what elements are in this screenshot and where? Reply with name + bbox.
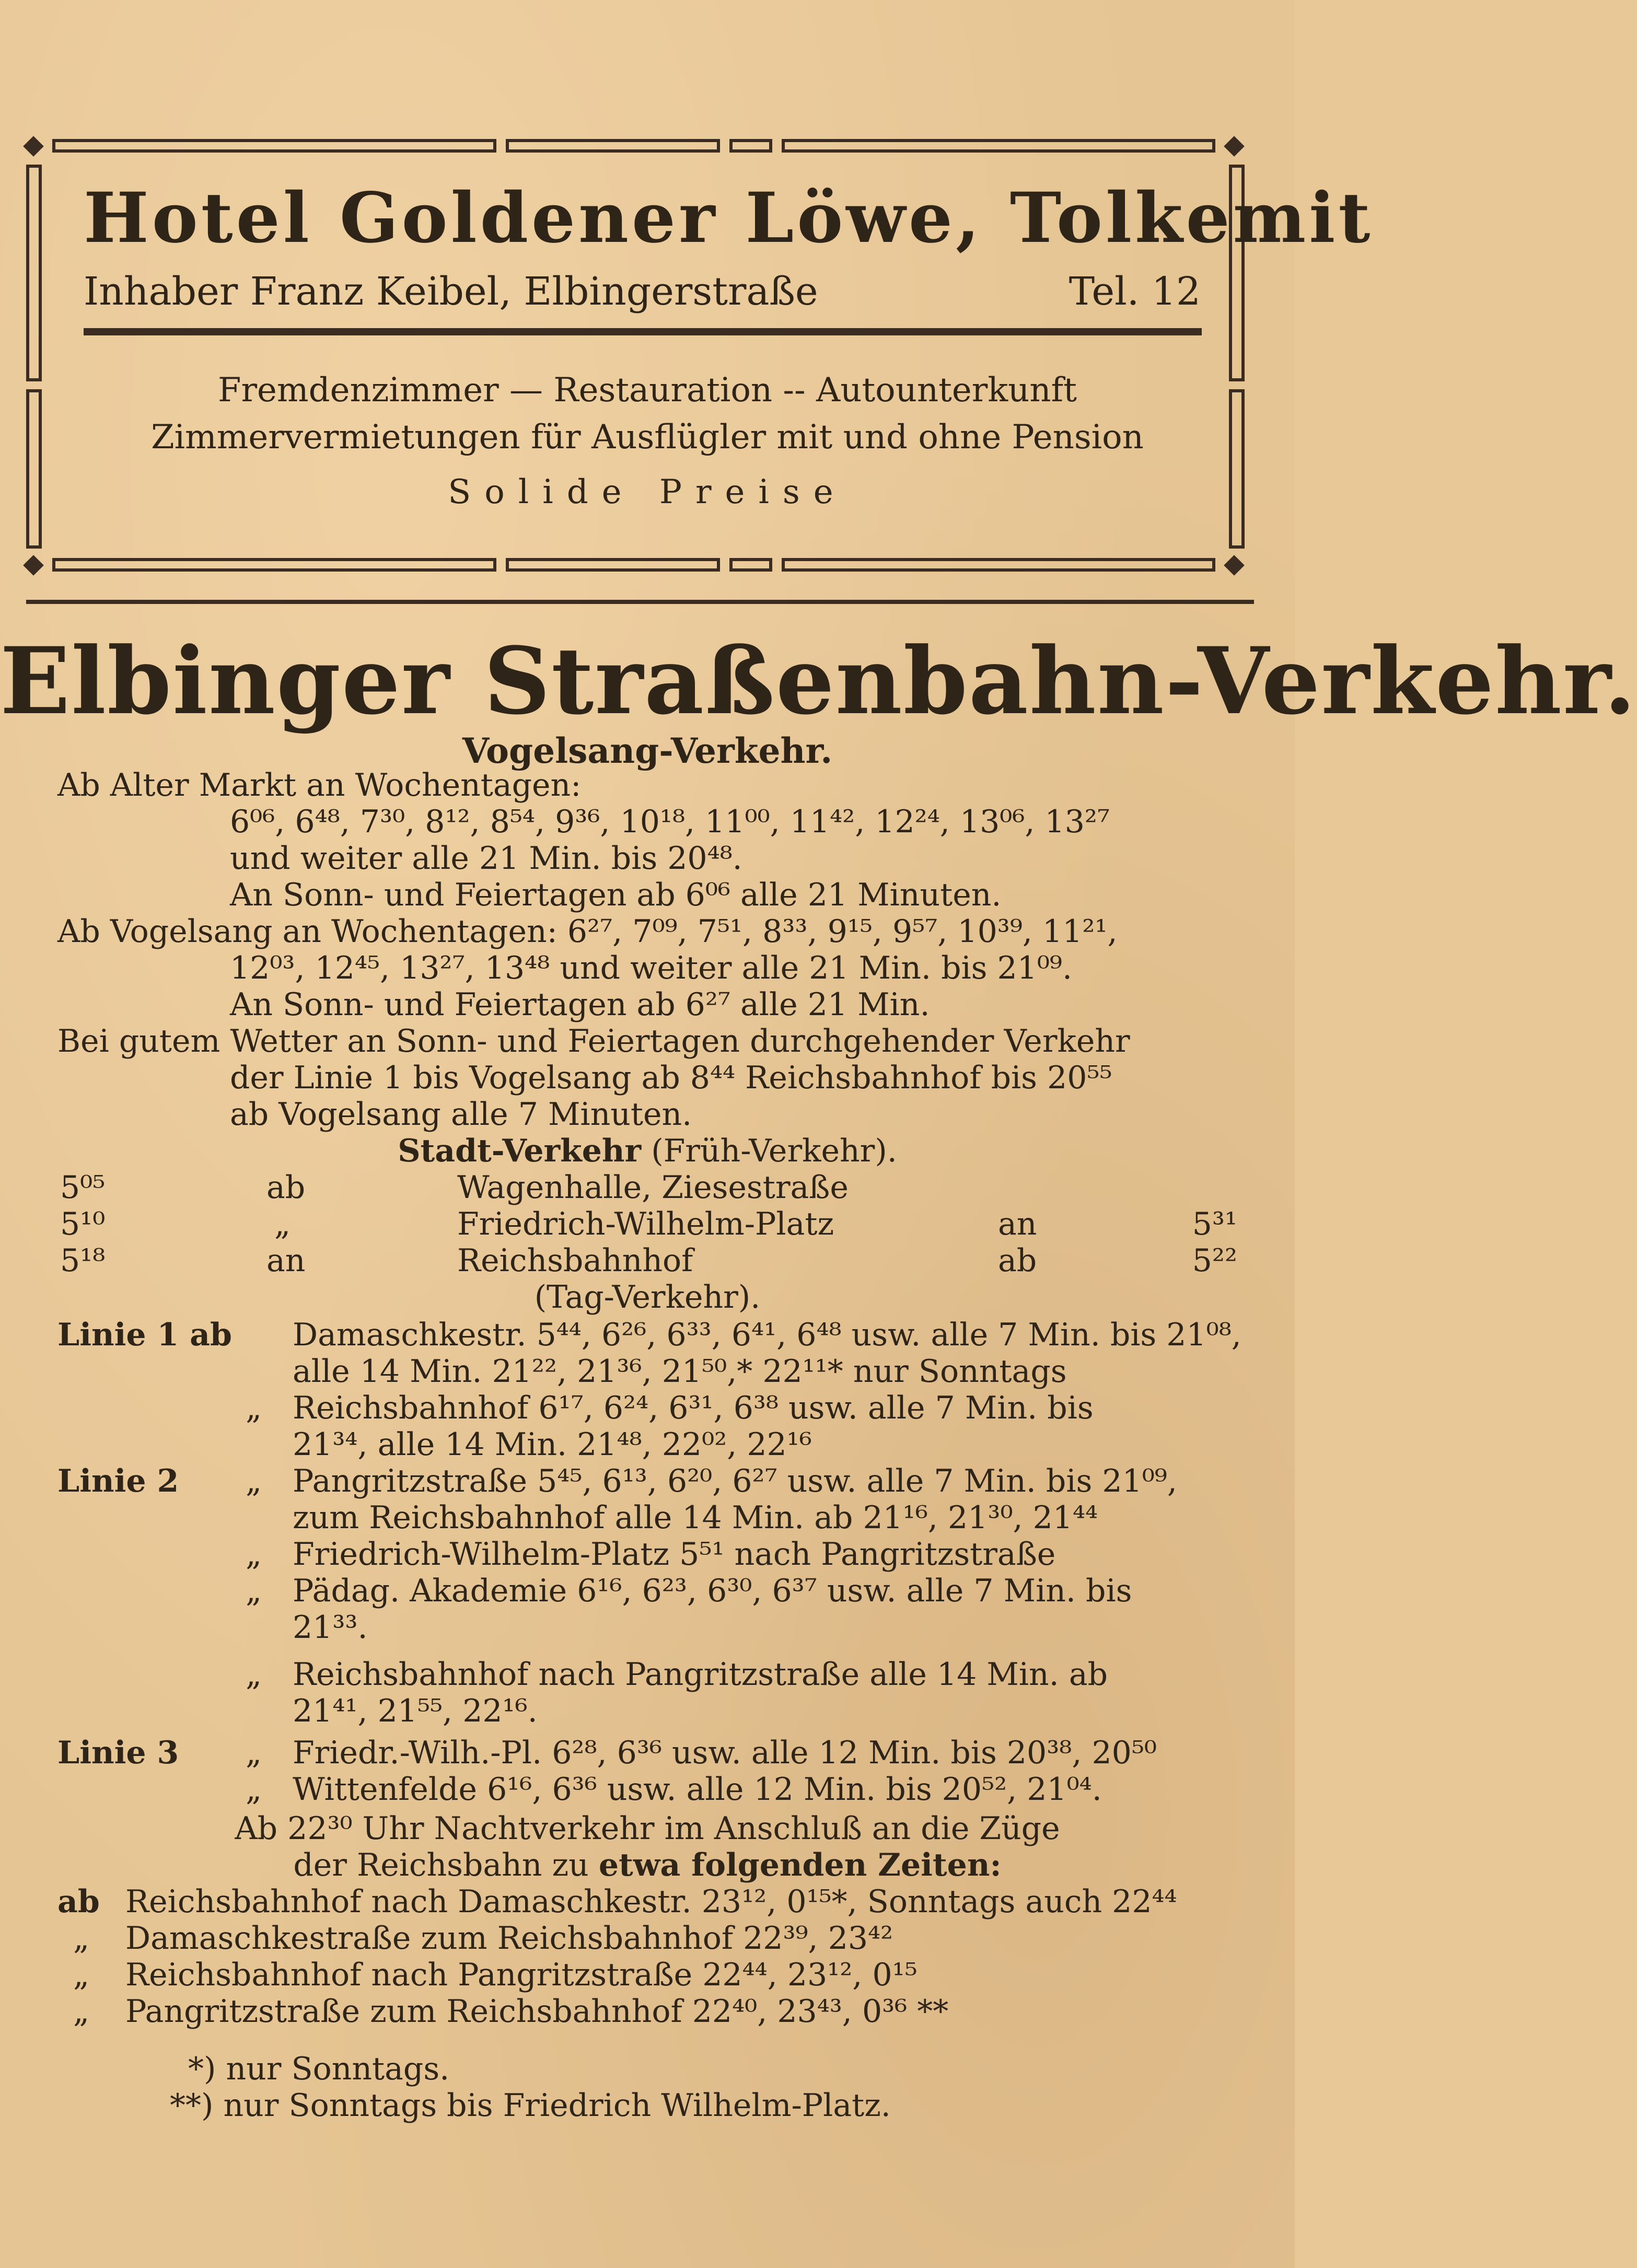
nacht-row: Reichsbahnhof nach Pangritzstraße 22⁴⁴, 23¹², 0¹⁵ <box>125 1957 918 1993</box>
linie-1-line: alle 14 Min. 21²², 21³⁶, 21⁵⁰,* 22¹¹* nur Sonntags <box>293 1353 1067 1390</box>
vogelsang-line: 12⁰³, 12⁴⁵, 13²⁷, 13⁴⁸ und weiter alle 21 Min. bis 21⁰⁹. <box>230 950 1073 986</box>
stadt-heading <box>0 1133 1295 1169</box>
stadt-place: Reichsbahnhof <box>457 1242 693 1279</box>
frame-side-bar <box>26 389 42 549</box>
linie-3-line: Wittenfelde 6¹⁶, 6³⁶ usw. alle 12 Min. bis 20⁵², 21⁰⁴. <box>293 1771 1102 1808</box>
vogelsang-line: An Sonn- und Feiertagen ab 6²⁷ alle 21 Min. <box>230 986 930 1023</box>
stadt-time: 5⁰⁵ <box>60 1169 106 1206</box>
ditto-mark: „ <box>246 1573 262 1609</box>
vogelsang-line: Bei gutem Wetter an Sonn- und Feiertagen durchgehender Verkehr <box>57 1023 1130 1060</box>
ditto-mark: „ <box>73 1920 90 1957</box>
stadt-direction: ab <box>998 1242 1037 1279</box>
frame-bar <box>52 139 496 153</box>
frame-bar <box>782 139 1215 153</box>
stadt-time: 5²² <box>1192 1242 1237 1279</box>
tag-verkehr-heading: (Tag-Verkehr). <box>534 1279 761 1316</box>
linie-1-line: Reichsbahnhof 6¹⁷, 6²⁴, 6³¹, 6³⁸ usw. alle 7 Min. bis <box>293 1390 1094 1426</box>
ditto-mark: „ <box>73 1957 90 1993</box>
ditto-mark: „ <box>246 1735 262 1771</box>
vogelsang-line: ab Vogelsang alle 7 Minuten. <box>230 1096 692 1133</box>
vogelsang-line: Ab Alter Markt an Wochentagen: <box>57 767 582 804</box>
stadt-heading-rest: (Früh-Verkehr). <box>641 1133 897 1169</box>
nacht-row: Damaschkestraße zum Reichsbahnhof 22³⁹, 23⁴² <box>125 1920 893 1957</box>
hotel-rooms: Zimmervermietungen für Ausflügler mit und ohne Pension <box>151 418 1144 457</box>
frame-bar <box>782 558 1215 572</box>
linie-1-line: Damaschkestr. 5⁴⁴, 6²⁶, 6³³, 6⁴¹, 6⁴⁸ usw. alle 7 Min. bis 21⁰⁸, <box>293 1317 1241 1353</box>
hotel-phone: Tel. 12 <box>1069 269 1201 314</box>
stadt-time: 5³¹ <box>1192 1206 1237 1242</box>
stadt-time: 5¹⁸ <box>60 1242 106 1279</box>
stadt-place: Friedrich-Wilhelm-Platz <box>457 1206 834 1242</box>
linie-3-line: Friedr.-Wilh.-Pl. 6²⁸, 6³⁶ usw. alle 12 Min. bis 20³⁸, 20⁵⁰ <box>293 1735 1157 1771</box>
vogelsang-heading: Vogelsang-Verkehr. <box>462 730 833 771</box>
nacht-subheading-text: der Reichsbahn zu <box>293 1847 599 1883</box>
hotel-prices: Solide Preise <box>448 473 847 511</box>
vogelsang-line: der Linie 1 bis Vogelsang ab 8⁴⁴ Reichsbahnhof bis 20⁵⁵ <box>230 1060 1112 1096</box>
linie-2-line: zum Reichsbahnhof alle 14 Min. ab 21¹⁶, 21³⁰, 21⁴⁴ <box>293 1499 1098 1536</box>
nacht-heading: Ab 22³⁰ Uhr Nachtverkehr im Anschluß an die Züge <box>235 1810 1060 1847</box>
stadt-heading-bold: Stadt-Verkehr <box>398 1133 642 1169</box>
linie-3-label: Linie 3 <box>57 1735 179 1771</box>
stadt-direction: an <box>266 1242 306 1279</box>
vogelsang-line: Ab Vogelsang an Wochentagen: 6²⁷, 7⁰⁹, 7⁵¹, 8³³, 9¹⁵, 9⁵⁷, 10³⁹, 11²¹, <box>57 913 1118 950</box>
stadt-time: 5¹⁰ <box>60 1206 106 1242</box>
stadt-direction: an <box>998 1206 1037 1242</box>
ditto-mark: „ <box>246 1463 262 1499</box>
linie-1-line: 21³⁴, alle 14 Min. 21⁴⁸, 22⁰², 22¹⁶ <box>293 1426 812 1463</box>
frame-bar <box>52 558 496 572</box>
linie-2-line: Pädag. Akademie 6¹⁶, 6²³, 6³⁰, 6³⁷ usw. alle 7 Min. bis <box>293 1573 1132 1609</box>
linie-2-line: Pangritzstraße 5⁴⁵, 6¹³, 6²⁰, 6²⁷ usw. alle 7 Min. bis 21⁰⁹, <box>293 1463 1177 1499</box>
frame-side-bar <box>1229 389 1245 549</box>
linie-2-label: Linie 2 <box>57 1463 179 1499</box>
nacht-row: Reichsbahnhof nach Damaschkestr. 23¹², 0¹⁵*, Sonntags auch 22⁴⁴ <box>125 1883 1177 1920</box>
linie-2-line: 21³³. <box>293 1609 368 1646</box>
footnote: **) nur Sonntags bis Friedrich Wilhelm-Platz. <box>170 2087 891 2124</box>
ditto-mark: „ <box>246 1771 262 1808</box>
ditto-mark: „ <box>246 1656 262 1693</box>
hotel-services: Fremdenzimmer — Restauration -- Autounterkunft <box>218 371 1077 410</box>
frame-bar <box>729 139 772 153</box>
stadt-direction: „ <box>274 1206 291 1242</box>
vogelsang-line: 6⁰⁶, 6⁴⁸, 7³⁰, 8¹², 8⁵⁴, 9³⁶, 10¹⁸, 11⁰⁰, 11⁴², 12²⁴, 13⁰⁶, 13²⁷ <box>230 804 1110 840</box>
hotel-owner: Inhaber Franz Keibel, Elbingerstraße <box>84 269 818 314</box>
nacht-subheading-bold: etwa folgenden Zeiten: <box>598 1847 1002 1883</box>
stadt-direction: ab <box>266 1169 306 1206</box>
linie-2-line: Reichsbahnhof nach Pangritzstraße alle 14 Min. ab <box>293 1656 1108 1693</box>
vogelsang-line: An Sonn- und Feiertagen ab 6⁰⁶ alle 21 Minuten. <box>230 877 1002 913</box>
section-rule <box>26 600 1254 604</box>
hotel-name: Hotel Goldener Löwe, Tolkemit <box>84 178 1374 259</box>
vogelsang-line: und weiter alle 21 Min. bis 20⁴⁸. <box>230 840 742 877</box>
nacht-ab-label: ab <box>57 1883 100 1920</box>
linie-1-label: Linie 1 ab <box>57 1317 232 1353</box>
linie-2-line: Friedrich-Wilhelm-Platz 5⁵¹ nach Pangritzstraße <box>293 1536 1056 1573</box>
main-title: Elbinger Straßenbahn-Verkehr. <box>0 627 1637 735</box>
ditto-mark: „ <box>73 1993 90 2030</box>
frame-side-bar <box>26 165 42 381</box>
frame-bar <box>729 558 772 572</box>
frame-bar <box>506 558 720 572</box>
stadt-place: Wagenhalle, Ziesestraße <box>457 1169 849 1206</box>
ditto-mark: „ <box>246 1390 262 1426</box>
linie-2-line: 21⁴¹, 21⁵⁵, 22¹⁶. <box>293 1693 538 1729</box>
divider-rule <box>84 328 1202 335</box>
footnote: *) nur Sonntags. <box>188 2051 450 2087</box>
frame-bar <box>506 139 720 153</box>
ditto-mark: „ <box>246 1536 262 1573</box>
nacht-row: Pangritzstraße zum Reichsbahnhof 22⁴⁰, 23⁴³, 0³⁶ ** <box>125 1993 949 2030</box>
nacht-subheading <box>0 1847 1295 1883</box>
